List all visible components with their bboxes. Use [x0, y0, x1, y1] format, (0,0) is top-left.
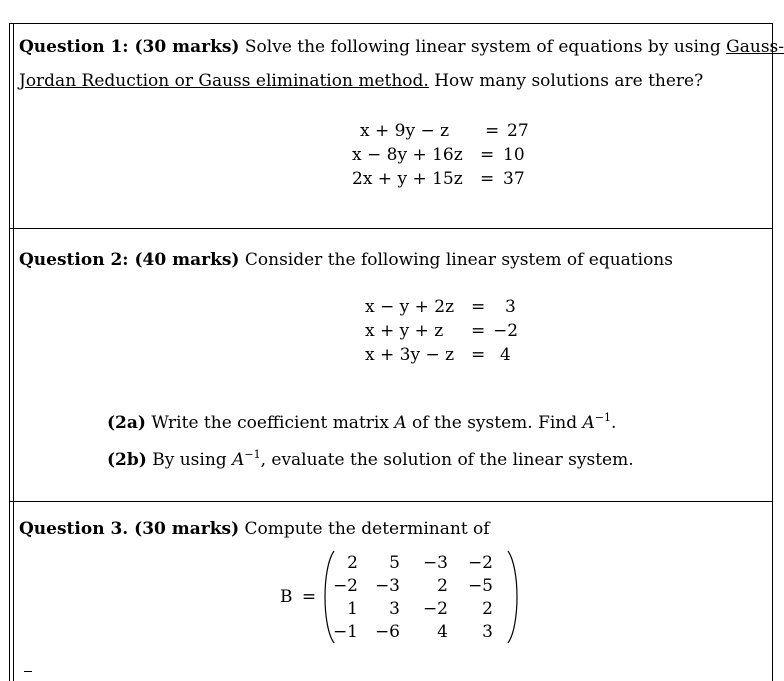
q2a-text: Write the coefficient matrix — [151, 413, 395, 433]
q1-text: Solve the following linear system of equations by using — [244, 37, 727, 57]
matrix-cell: 2 — [437, 576, 448, 596]
q2a-line — [107, 412, 616, 436]
q2b-text-cont: , evaluate the solution of the linear system. — [260, 450, 634, 470]
q1-eq-rhs: 37 — [503, 169, 525, 189]
stray-dash — [24, 671, 32, 672]
q1-equation-system — [350, 120, 550, 190]
q2-text: Consider the following linear system of equations — [244, 250, 673, 270]
q1-eq-sign: = — [485, 121, 500, 141]
q2b-inverse-base: A — [232, 450, 245, 470]
q2-eq-sign: = — [471, 321, 486, 341]
q2a-inverse-exp: −1 — [594, 411, 612, 424]
frame-right-border — [772, 23, 773, 681]
q2a-label: (2a) — [107, 413, 146, 433]
section-separator — [9, 501, 773, 502]
q2-eq-sign: = — [471, 297, 486, 317]
section-separator — [9, 228, 773, 229]
q3-label: Question 3. (30 marks) — [19, 519, 240, 539]
q1-method-link-cont: Jordan Reduction or Gauss elimination method. — [19, 71, 429, 91]
q1-eq-lhs: x + 9y − z — [360, 121, 450, 141]
matrix-cell: −6 — [374, 622, 400, 642]
frame-left-inner-border — [13, 23, 14, 681]
q2-eq-lhs: x + y + z — [365, 321, 444, 341]
matrix-cell: 2 — [347, 553, 358, 573]
q2-eq-rhs: −2 — [493, 321, 519, 341]
frame-top-border — [9, 23, 773, 24]
matrix-cell: −3 — [422, 553, 448, 573]
q2-label: Question 2: (40 marks) — [19, 250, 240, 270]
q3-matrix-var: B — [280, 587, 293, 607]
q2a-period: . — [611, 413, 617, 433]
q3-matrix-equals: = — [301, 587, 317, 607]
q2-equation-system — [365, 296, 545, 368]
q1-heading-line1 — [19, 36, 784, 58]
matrix-cell: 2 — [482, 599, 493, 619]
q1-heading-line2 — [19, 70, 703, 92]
q1-eq-sign: = — [480, 145, 495, 165]
q2a-matrix-var: A — [394, 413, 407, 433]
q2-eq-lhs: x + 3y − z — [365, 345, 455, 365]
matrix-cell: −2 — [467, 553, 493, 573]
matrix-cell: −3 — [374, 576, 400, 596]
q1-method-link: Gauss- — [726, 37, 784, 57]
matrix-cell: 1 — [347, 599, 358, 619]
q2a-text-cont: of the system. Find — [406, 413, 583, 433]
q2-heading — [19, 249, 673, 271]
q2b-label: (2b) — [107, 450, 147, 470]
matrix-cell: 3 — [482, 622, 493, 642]
q2-eq-sign: = — [471, 345, 486, 365]
q1-eq-lhs: x − 8y + 16z — [352, 145, 463, 165]
q2b-inverse-exp: −1 — [244, 448, 261, 461]
q3-matrix-name — [280, 586, 316, 608]
matrix-cell: −2 — [422, 599, 448, 619]
matrix-cell: 3 — [389, 599, 400, 619]
q2b-line — [107, 449, 634, 473]
q2b-text: By using — [152, 450, 233, 470]
q2-eq-rhs: 4 — [500, 345, 511, 365]
q3-heading — [19, 518, 490, 540]
right-paren — [508, 551, 517, 643]
q1-eq-sign: = — [480, 169, 495, 189]
matrix-cell: −5 — [467, 576, 493, 596]
matrix-cell: 4 — [437, 622, 448, 642]
q1-eq-rhs: 10 — [503, 145, 525, 165]
q1-label: Question 1: (30 marks) — [19, 37, 240, 57]
matrix-cell: −1 — [332, 622, 358, 642]
q3-matrix — [318, 548, 528, 646]
q2a-inverse-base: A — [582, 413, 595, 433]
matrix-cell: −2 — [332, 576, 358, 596]
q1-eq-lhs: 2x + y + 15z — [352, 169, 463, 189]
q1-question: How many solutions are there? — [428, 71, 704, 91]
q2-eq-lhs: x − y + 2z — [365, 297, 455, 317]
q2-eq-rhs: 3 — [505, 297, 516, 317]
frame-left-border — [9, 23, 10, 681]
q3-text: Compute the determinant of — [244, 519, 490, 539]
matrix-cell: 5 — [389, 553, 400, 573]
q1-eq-rhs: 27 — [507, 121, 529, 141]
